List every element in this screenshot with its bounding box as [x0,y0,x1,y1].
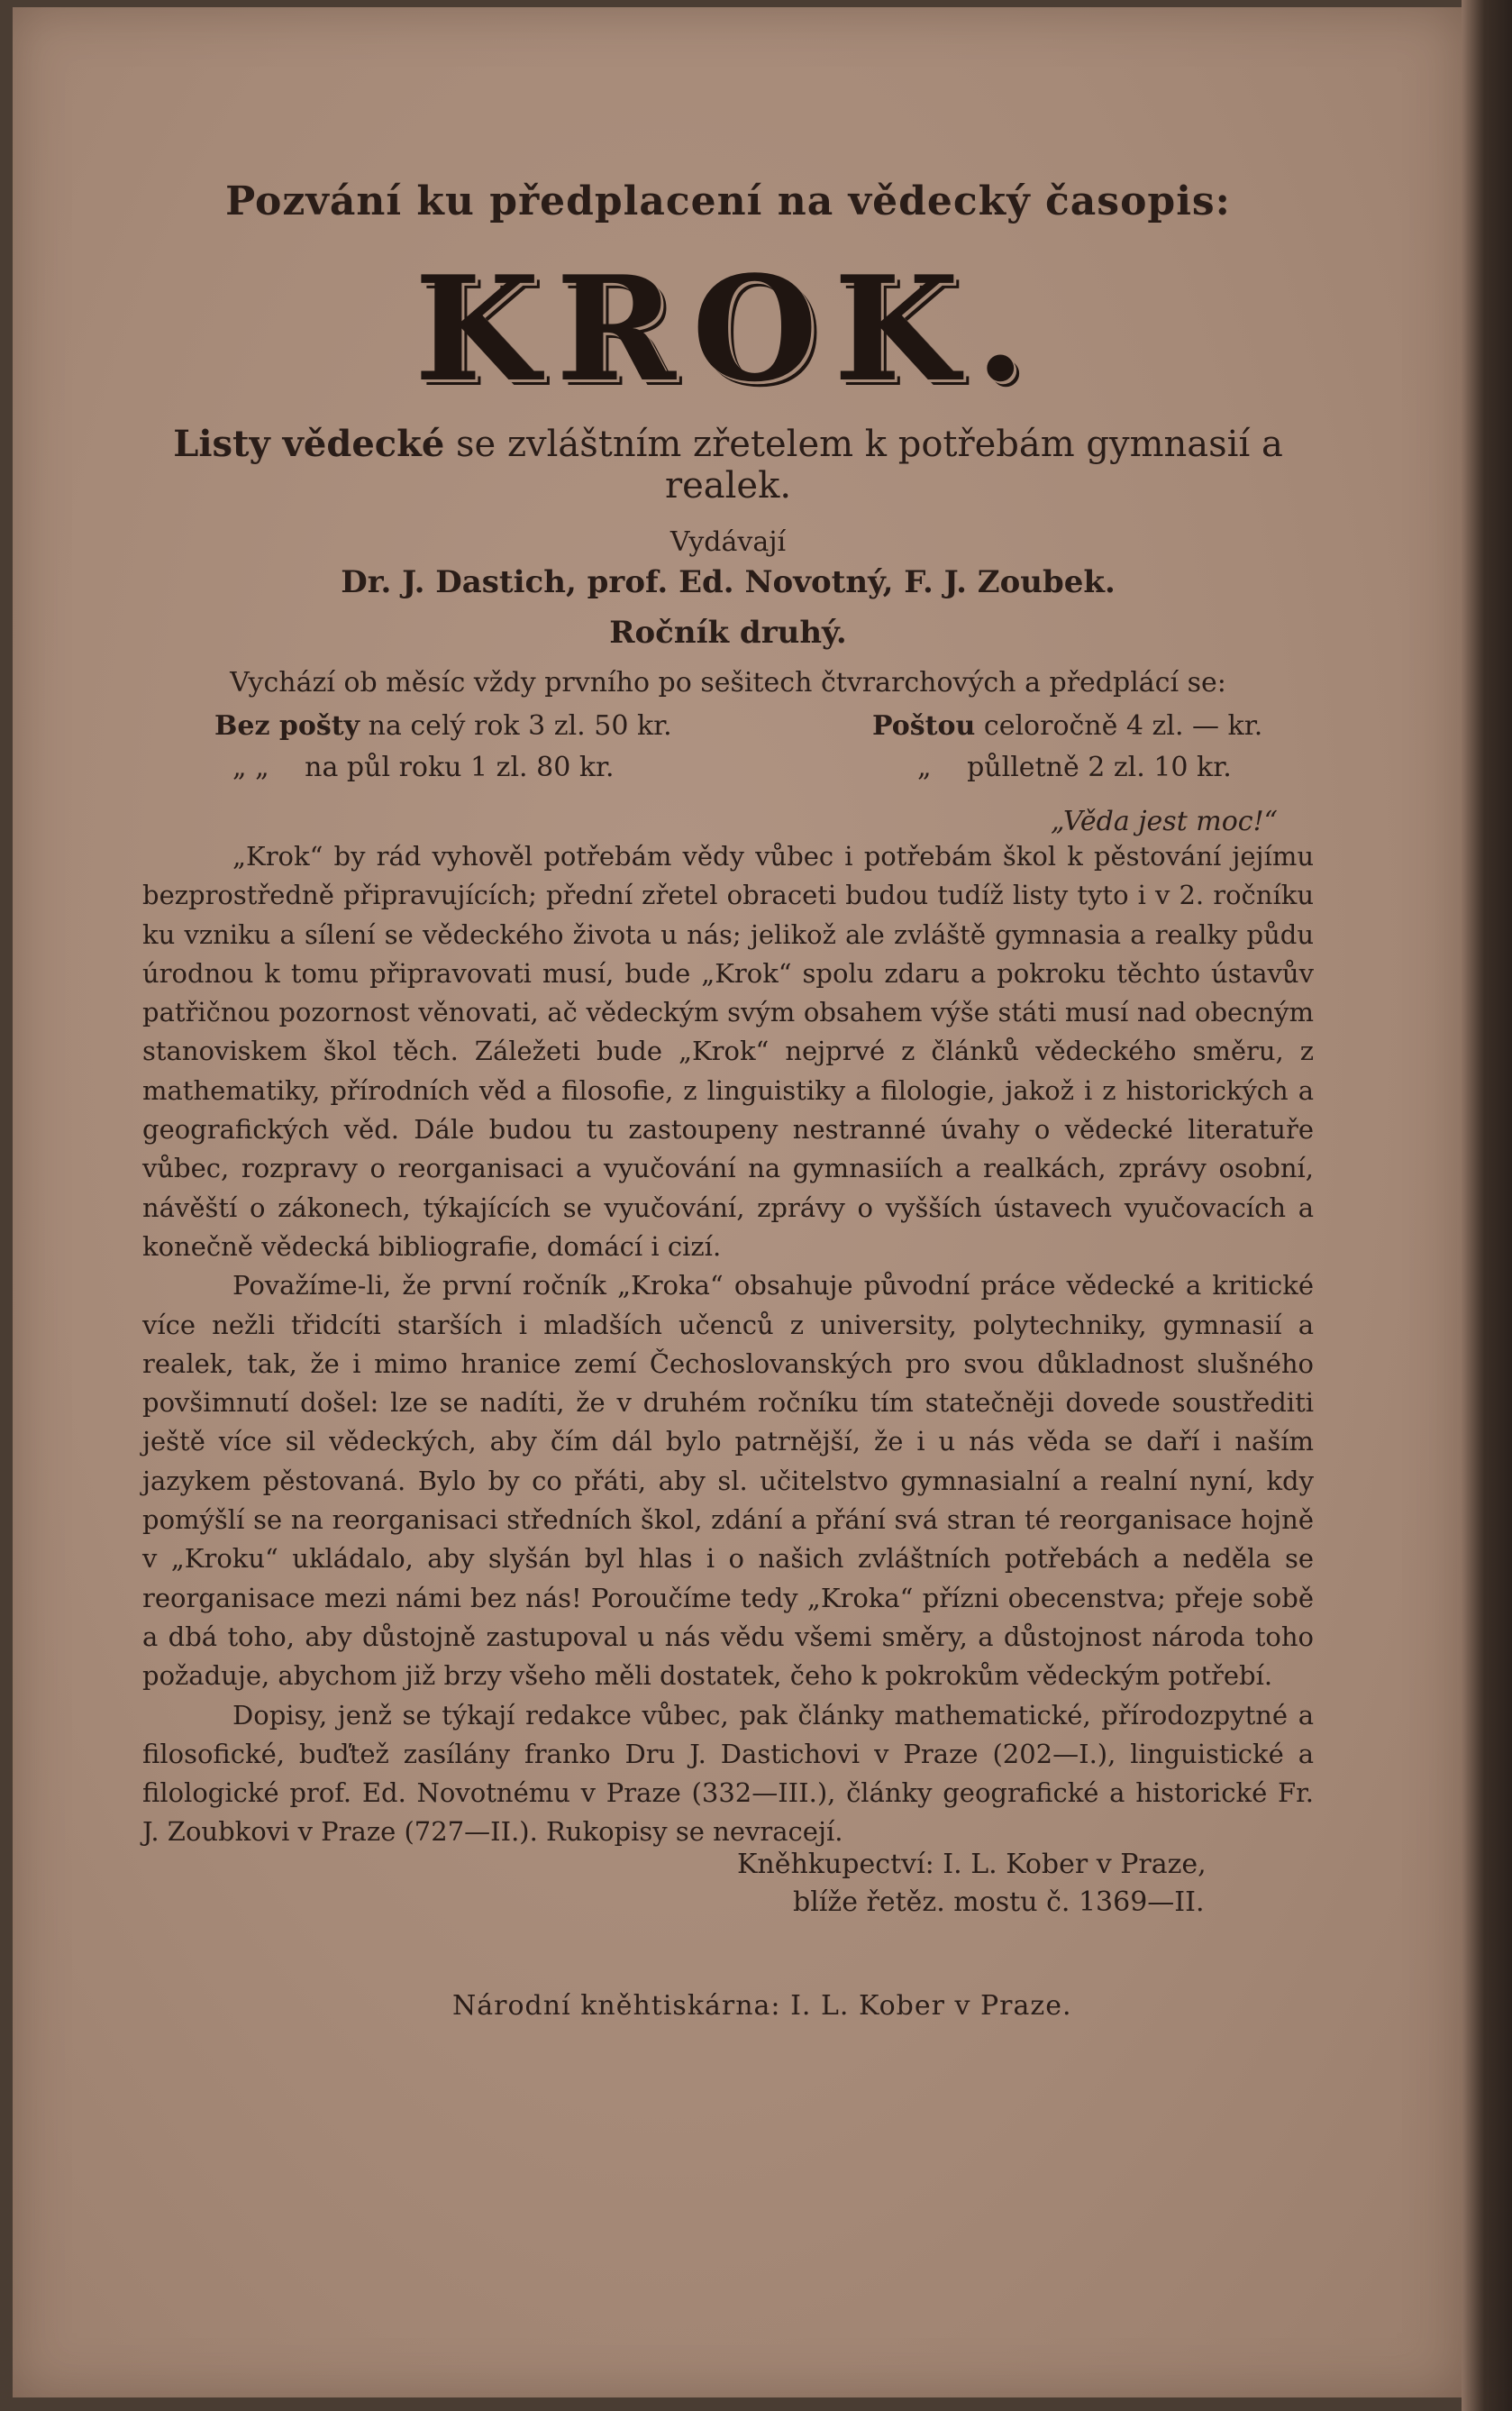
publisher-line-2: blíže řetěz. mostu č. 1369—II. [793,1886,1205,1918]
publisher-line-1: Kněhkupectví: I. L. Kober v Praze, [737,1849,1207,1880]
price-row1-right-label: Poštou [872,710,976,742]
paragraph-2: Považíme-li, že první ročník „Kroka“ obsahuje původní práce vědecké a kritické více nežli třidcíti starších i mladších učenců z university, polytechniky, gymnasií a realek, tak, že i mimo hranice zemí Čechoslovanských pro svou důkladnost slušného povšimnutí došel: lze se nadíti, že v druhém ročníku tím statečněji dovede soustřediti ještě více sil vědeckých, aby čím dál bylo patrnější, že i u nás věda se daří i naším jazykem pěstovaná. Bylo by co přáti, aby sl. učitelstvo gymnasialní a realní nyní, kdy pomýšlí se na reorganisaci středních škol, zdání a přání svá stran té reorganisace hojně v „Kroku“ ukládalo, aby slyšán byl hlas i o našich zvláštních potřebách a neděla se reorganisace mezi námi bez nás! Poroučíme tedy „Kroka“ přízni obecenstva; přeje sobě a dbá toho, aby důstojně zastupoval u nás vědu všemi směry, a důstojnost národa toho požaduje, abychom již brzy všeho měli dostatek, čeho k pokrokům vědeckým potřebí. [142,1270,1314,1692]
subtitle-bold: Listy vědecké [173,423,445,465]
price-row1-right-value: celoročně 4 zl. — kr. [983,710,1263,742]
editors: Dr. J. Dastich, prof. Ed. Novotný, F. J. Zoubek. [341,564,1116,600]
invitation-heading: Pozvání ku předplacení na vědecký časopis: [225,178,1231,224]
issued-by: Vydávají [669,526,787,558]
price-row2-left-value: na půl roku 1 zl. 80 kr. [305,752,615,783]
schedule: Vychází ob měsíc vždy prvního po sešitech čtvrarchových a předplácí se: [230,667,1226,699]
subtitle-rest: se zvláštním zřetelem k potřebám gymnasií a realek. [444,424,1283,507]
document-page [13,7,1462,2397]
paragraph-1: „Krok“ by rád vyhověl potřebám vědy vůbec i potřebám škol k pěstování jejímu bezprostředně připravujících; přední zřetel obraceti budou tudíž listy tyto i v 2. ročníku ku vzniku a sílení se vědeckého života u nás; jelikož ale zvláště gymnasia a realky půdu úrodnou k tomu připravovati musí, bude „Krok“ spolu zdaru a pokroku těchto ústavův patřičnou pozornost věnovati, ač vědeckým svým obsahem výše státi musí nad obecným stanoviskem škol těch. Záležeti bude „Krok“ nejprvé z článků vědeckého směru, z mathematiky, přírodních věd a filosofie, z linguistiky a filologie, jakož i z historických a geografických věd. Dále budou tu zastoupeny nestranné úvahy o vědecké literatuře vůbec, rozpravy o reorganisaci a vyučování na gymnasiích a realkách, zprávy osobní, návěští o zákonech, týkajících se vyučování, zprávy o vyšších ústavech vyučovacích a konečně vědecká bibliografie, domácí i cizí. [142,841,1314,1262]
price-row1-left-label: Bez pošty [214,710,360,742]
motto: „Věda jest moc!“ [1051,806,1278,837]
printer-imprint: Národní kněhtiskárna: I. L. Kober v Praze. [452,1990,1072,2022]
journal-title: KROK. [414,244,1043,414]
price-table [142,707,1314,793]
price-row2-left-label: „ „ [232,752,269,783]
volume: Ročník druhý. [609,615,847,651]
document-content [142,178,1314,2022]
body-text [142,837,1314,1852]
price-row2-right-label: „ [917,752,932,783]
paragraph-3: Dopisy, jenž se týkají redakce vůbec, pak články mathematické, přírodozpytné a filosofické, buďtež zasílány franko Dru J. Dastichovi v Praze (202—I.), linguistické a filologické prof. Ed. Novotnému v Praze (332—III.), články geografické a historické Fr. J. Zoubkovi v Praze (727—II.). Rukopisy se nevracejí. [142,1699,1314,1848]
price-row2-right-value: půlletně 2 zl. 10 kr. [967,752,1232,783]
price-row1-left-value: na celý rok 3 zl. 50 kr. [368,710,672,742]
book-spine-edge [1462,0,1512,2411]
publisher-block [737,1846,1207,1922]
journal-subtitle [142,423,1314,507]
